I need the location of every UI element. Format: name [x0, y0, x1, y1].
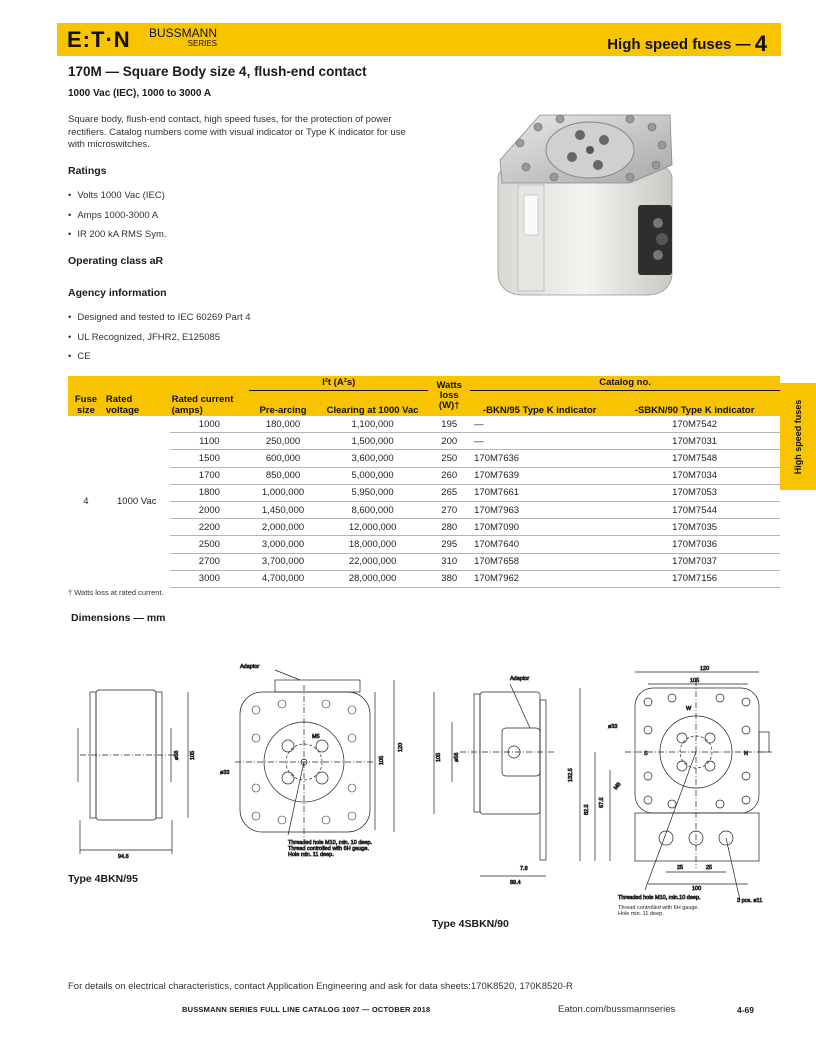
bussmann-brand [149, 27, 217, 48]
eaton-logo: E:T·N [67, 27, 131, 52]
ratings-list [68, 190, 167, 249]
sbkn-cell: 170M7037 [609, 553, 780, 570]
side-tab-label: High speed fuses [793, 399, 803, 474]
page-title: 170M — Square Body size 4, flush-end contact [68, 64, 367, 79]
dim-1325: 132.5 [568, 768, 574, 782]
note-a3: Hole min. 11 deep. [288, 852, 334, 858]
watts-cell: 380 [428, 570, 470, 587]
bolt-hole [322, 816, 330, 824]
note-b3: Hole min. 11 deep. [618, 911, 664, 917]
drawing-4bkn-front [235, 680, 375, 840]
bolt-hole [742, 772, 750, 780]
watts-cell: 260 [428, 467, 470, 484]
bolt-hole [252, 706, 260, 714]
sbkn-cell: 170M7035 [609, 519, 780, 536]
clear-cell: 12,000,000 [317, 519, 428, 536]
dimensions-heading: Dimensions — mm [71, 612, 166, 624]
dim-100: 100 [692, 886, 702, 892]
bolt-hole [348, 734, 356, 742]
watts-cell: 250 [428, 450, 470, 467]
current-cell: 2200 [170, 519, 250, 536]
current-cell: 3000 [170, 570, 250, 587]
watts-cell: 200 [428, 433, 470, 450]
dim-33a: ø33 [220, 770, 230, 776]
sbkn-cell: 170M7156 [609, 570, 780, 587]
col-watts-loss: Watts loss (W)† [428, 376, 470, 416]
pre-cell: 3,000,000 [249, 536, 317, 553]
col-rated-current: Rated current (amps) [170, 376, 250, 416]
watts-cell: 295 [428, 536, 470, 553]
dim-25b: 25 [706, 865, 713, 871]
col-i2t: I²t (A²s) [249, 376, 428, 390]
page-subtitle: 1000 Vac (IEC), 1000 to 3000 A [68, 88, 212, 99]
section-title-text: High speed fuses — [607, 36, 751, 53]
dim-894: 89.4 [510, 880, 521, 886]
bolt-hole [278, 816, 286, 824]
ratings-heading: Ratings [68, 165, 107, 177]
bottom-note: For details on electrical characteristics, contact Application Engineering and ask for data sheets:170K8520, 170K8520-R [68, 981, 573, 992]
dim-m5b: M5 [612, 781, 623, 792]
dimension-drawings [60, 640, 790, 904]
current-cell: 1700 [170, 467, 250, 484]
section-number: 4 [754, 31, 767, 56]
operating-class-heading: Operating class aR [68, 255, 164, 267]
dim-105c: 105 [436, 752, 442, 762]
dim-675: 67.5 [599, 797, 605, 808]
pre-cell: 1,450,000 [249, 501, 317, 518]
dim-946: 94.6 [118, 854, 129, 860]
clear-cell: 28,000,000 [317, 570, 428, 587]
dim-105a: 105 [379, 755, 385, 765]
dim-25a: 25 [677, 865, 684, 871]
clear-cell: 5,950,000 [317, 484, 428, 501]
bkn-cell: 170M7639 [470, 467, 609, 484]
sbkn-cell: 170M7034 [609, 467, 780, 484]
sbkn-cell: 170M7053 [609, 484, 780, 501]
col-catalog: Catalog no. [470, 376, 780, 390]
dim-120a: 120 [398, 742, 404, 752]
mark-s: S [644, 751, 648, 757]
footer-url[interactable]: Eaton.com/bussmannseries [558, 1004, 676, 1015]
bolt-hole [252, 812, 260, 820]
current-cell: 2000 [170, 501, 250, 518]
clear-cell: 1,100,000 [317, 416, 428, 433]
current-cell: 1100 [170, 433, 250, 450]
bkn-cell: 170M7661 [470, 484, 609, 501]
note-b-continued [618, 905, 699, 917]
mark-w: W [686, 706, 692, 712]
bolt-hole [716, 694, 724, 702]
pre-cell: 250,000 [249, 433, 317, 450]
note-b2: Thread controlled with 6H gauge. [618, 905, 700, 911]
footer-page-number: 4-69 [737, 1005, 755, 1015]
bolt-hole [716, 800, 724, 808]
bkn-cell: 170M7658 [470, 553, 609, 570]
note-a1: Threaded hole M10, min. 10 deep. [288, 840, 373, 846]
current-cell: 1500 [170, 450, 250, 467]
bolt-hole [644, 726, 652, 734]
dim-825: 82.5 [584, 804, 590, 815]
side-tab [780, 383, 816, 490]
bolt-hole [278, 700, 286, 708]
type-label-4bkn: Type 4BKN/95 [68, 873, 138, 885]
table-footnote: † Watts loss at rated current. [68, 588, 164, 597]
current-cell: 1800 [170, 484, 250, 501]
pre-cell: 2,000,000 [249, 519, 317, 536]
bkn-cell: 170M7640 [470, 536, 609, 553]
current-cell: 2700 [170, 553, 250, 570]
dim-78: 7.8 [520, 866, 528, 872]
pre-cell: 180,000 [249, 416, 317, 433]
header-bar [57, 23, 781, 56]
list-item: • Amps 1000-3000 A [68, 210, 167, 230]
list-item: • Volts 1000 Vac (IEC) [68, 190, 167, 210]
sbkn-cell: 170M7036 [609, 536, 780, 553]
agency-list [68, 312, 251, 371]
pre-cell: 4,700,000 [249, 570, 317, 587]
list-item: • IR 200 kA RMS Sym. [68, 229, 167, 249]
brand-line2: SERIES [187, 39, 218, 48]
dim-3pcs: 3 pcs. ø11 [737, 898, 763, 904]
col-rated-voltage: Rated voltage [104, 376, 170, 416]
drawing-4bkn-side [78, 690, 188, 854]
bolt-hole [348, 784, 356, 792]
sbkn-cell: 170M7542 [609, 416, 780, 433]
fuse-size-cell: 4 [83, 496, 89, 508]
agency-heading: Agency information [68, 287, 167, 299]
bkn-cell: 170M7090 [470, 519, 609, 536]
bolt-hole [668, 694, 676, 702]
pre-cell: 3,700,000 [249, 553, 317, 570]
bolt-hole [322, 700, 330, 708]
bkn-cell: 170M7636 [470, 450, 609, 467]
sbkn-cell: 170M7548 [609, 450, 780, 467]
dim-56a: ø56 [174, 750, 180, 760]
col-pre-arcing: Pre-arcing [249, 390, 317, 416]
current-cell: 2500 [170, 536, 250, 553]
bolt-hole [742, 726, 750, 734]
watts-cell: 195 [428, 416, 470, 433]
pre-cell: 600,000 [249, 450, 317, 467]
sbkn-cell: 170M7544 [609, 501, 780, 518]
dim-33b: ø33 [608, 724, 618, 730]
clear-cell: 5,000,000 [317, 467, 428, 484]
watts-cell: 265 [428, 484, 470, 501]
type-label-4sbkn: Type 4SBKN/90 [432, 918, 509, 930]
bolt-hole [644, 698, 652, 706]
watts-cell: 280 [428, 519, 470, 536]
bolt-hole [742, 698, 750, 706]
clear-cell: 8,600,000 [317, 501, 428, 518]
note-a2: Thread controlled with 6H gauge. [288, 846, 370, 852]
sbkn-cell: 170M7031 [609, 433, 780, 450]
dim-56b: ø56 [454, 752, 460, 762]
col-bkn: -BKN/95 Type K indicator [470, 390, 609, 416]
list-item: • UL Recognized, JFHR2, E125085 [68, 332, 251, 352]
bolt-hole [348, 812, 356, 820]
footer-catalog: BUSSMANN SERIES FULL LINE CATALOG 1007 — OCTOBER 2018 [182, 1005, 431, 1014]
dim-120b: 120 [700, 666, 710, 672]
bolt-hole [668, 800, 676, 808]
list-item: • Designed and tested to IEC 60269 Part 4 [68, 312, 251, 332]
pre-cell: 850,000 [249, 467, 317, 484]
rated-voltage-cell: 1000 Vac [117, 496, 157, 508]
bolt-hole [644, 772, 652, 780]
mark-n: N [744, 751, 748, 757]
bkn-cell: 170M7962 [470, 570, 609, 587]
bolt-hole [252, 784, 260, 792]
fuse-product-image [480, 105, 690, 305]
current-cell: 1000 [170, 416, 250, 433]
bkn-cell: — [470, 416, 609, 433]
drawing-4sbkn-side [434, 692, 556, 876]
watts-cell: 310 [428, 553, 470, 570]
intro-paragraph: Square body, flush-end contact, high speed fuses, for the protection of power rectifiers. Catalog numbers come with visual indicator or Type K indicator for use with microswitches. [68, 114, 406, 150]
pre-cell: 1,000,000 [249, 484, 317, 501]
bkn-cell: — [470, 433, 609, 450]
ratings-table [68, 376, 780, 588]
bkn-cell: 170M7963 [470, 501, 609, 518]
bolt-hole [348, 706, 356, 714]
bolt-hole [644, 796, 652, 804]
dim-m5a: M5 [312, 734, 320, 740]
adaptor-label-b: Adaptor [510, 676, 530, 682]
brand-line1: BUSSMANN [149, 26, 218, 40]
drawing-4sbkn-front [625, 680, 772, 868]
watts-cell: 270 [428, 501, 470, 518]
clear-cell: 3,600,000 [317, 450, 428, 467]
dim-105d: 105 [690, 678, 700, 684]
list-item: • CE [68, 351, 251, 371]
section-title [607, 29, 767, 55]
bolt-hole [252, 734, 260, 742]
clear-cell: 1,500,000 [317, 433, 428, 450]
bolt-hole [742, 796, 750, 804]
note-b1: Threaded hole M10, min.10 deep. [618, 895, 701, 901]
clear-cell: 18,000,000 [317, 536, 428, 553]
dim-105b: 105 [190, 750, 196, 760]
col-clearing: Clearing at 1000 Vac [317, 390, 428, 416]
adaptor-label-a: Adaptor [240, 664, 260, 670]
col-sbkn: -SBKN/90 Type K indicator [609, 390, 780, 416]
col-fuse-size: Fuse size [68, 376, 104, 416]
clear-cell: 22,000,000 [317, 553, 428, 570]
